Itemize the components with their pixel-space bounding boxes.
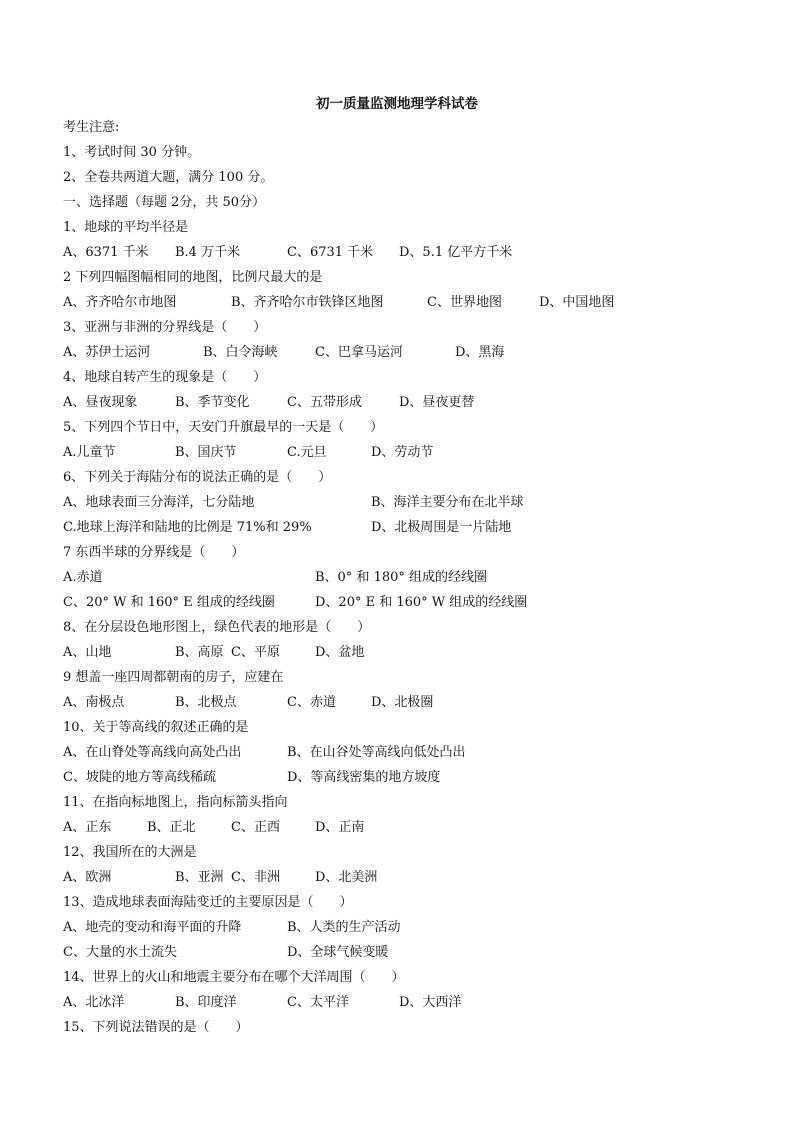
question-6-option-d: D、北极周围是一片陆地 — [371, 520, 512, 535]
question-11-option-a: A、正东 — [63, 820, 112, 835]
question-3-option-d: D、黑海 — [455, 345, 505, 360]
question-3-options — [63, 340, 743, 365]
question-6-options — [63, 490, 743, 515]
question-6-option-c: C.地球上海洋和陆地的比例是 71%和 29% — [63, 520, 312, 535]
question-13-stem: 13、造成地球表面海陆变迁的主要原因是（ ） — [63, 895, 353, 910]
question-3-option-b: B、白令海峡 — [203, 345, 278, 360]
question-7-stem: 7 东西半球的分界线是（ ） — [63, 545, 245, 560]
question-4-stem: 4、地球自转产生的现象是（ ） — [63, 370, 267, 385]
question-2-option-b: B、齐齐哈尔市铁锋区地图 — [231, 295, 384, 310]
question-2-stem: 2 下列四幅图幅相同的地图，比例尺最大的是 — [63, 270, 323, 285]
question-11-stem: 11、在指向标地图上，指向标箭头指向 — [63, 795, 288, 810]
question-12-option-c: C、非洲 — [231, 870, 280, 885]
question-2-options — [63, 290, 743, 315]
question-6-option-a: A、地球表面三分海洋，七分陆地 — [63, 495, 255, 510]
question-3-option-c: C、巴拿马运河 — [315, 345, 403, 360]
question-13-option-c: C、大量的水土流失 — [63, 945, 177, 960]
question-11-option-d: D、正南 — [315, 820, 365, 835]
question-1-option-c: C、6731 千米 — [287, 245, 374, 260]
question-10-option-d: D、等高线密集的地方坡度 — [287, 770, 441, 785]
question-14-option-b: B、印度洋 — [175, 995, 237, 1010]
question-7-option-c: C、20° W 和 160° E 组成的经线圈 — [63, 595, 275, 610]
question-1-stem: 1、地球的平均半径是 — [63, 220, 189, 235]
question-9-stem: 9 想盖一座四周都朝南的房子，应建在 — [63, 670, 284, 685]
question-14-option-d: D、大西洋 — [399, 995, 462, 1010]
question-5-options — [63, 440, 743, 465]
question-14-options — [63, 990, 743, 1015]
question-7-option-d: D、20° E 和 160° W 组成的经线圈 — [315, 595, 528, 610]
notice-item-1: 1、考试时间 30 分钟。 — [63, 145, 201, 160]
notice-item-2: 2、全卷共两道大题，满分 100 分。 — [63, 170, 274, 185]
question-4-option-b: B、季节变化 — [175, 395, 250, 410]
exam-content — [63, 115, 743, 1040]
question-13-option-d: D、全球气候变暖 — [287, 945, 389, 960]
question-9-option-b: B、北极点 — [175, 695, 237, 710]
question-4-option-a: A、昼夜现象 — [63, 395, 138, 410]
question-13-options — [63, 940, 743, 965]
question-7-option-a: A.赤道 — [63, 570, 103, 585]
notice-heading: 考生注意: — [63, 120, 120, 135]
question-5-option-a: A.儿童节 — [63, 445, 116, 460]
question-5-stem: 5、下列四个节日中，天安门升旗最早的一天是（ ） — [63, 420, 384, 435]
question-8-option-c: C、平原 — [231, 645, 280, 660]
question-1-option-a: A、6371 千米 — [63, 245, 149, 260]
question-7-options — [63, 590, 743, 615]
question-8-options — [63, 640, 743, 665]
question-11-options — [63, 815, 743, 840]
question-13-option-a: A、地壳的变动和海平面的升降 — [63, 920, 242, 935]
question-13-option-b: B、人类的生产活动 — [287, 920, 401, 935]
question-10-stem: 10、关于等高线的叙述正确的是 — [63, 720, 249, 735]
question-9-option-a: A、南极点 — [63, 695, 125, 710]
question-14-option-a: A、北冰洋 — [63, 995, 125, 1010]
question-6-option-b: B、海洋主要分布在北半球 — [371, 495, 524, 510]
question-4-options — [63, 390, 743, 415]
question-15-stem: 15、下列说法错误的是（ ） — [63, 1020, 249, 1035]
question-2-option-c: C、世界地图 — [427, 295, 502, 310]
question-1-option-b: B.4 万千米 — [175, 245, 241, 260]
question-8-option-b: B、高原 — [175, 645, 224, 660]
question-2-option-a: A、齐齐哈尔市地图 — [63, 295, 177, 310]
question-12-options — [63, 865, 743, 890]
question-12-option-a: A、欧洲 — [63, 870, 112, 885]
question-10-options — [63, 740, 743, 765]
question-5-option-b: B、国庆节 — [175, 445, 237, 460]
question-12-option-d: D、北美洲 — [315, 870, 378, 885]
question-10-option-b: B、在山谷处等高线向低处凸出 — [287, 745, 466, 760]
question-5-option-d: D、劳动节 — [371, 445, 434, 460]
question-7-options — [63, 565, 743, 590]
question-6-stem: 6、下列关于海陆分布的说法正确的是（ ） — [63, 470, 332, 485]
question-5-option-c: C.元旦 — [287, 445, 327, 460]
question-14-stem: 14、世界上的火山和地震主要分布在哪个大洋周围（ ） — [63, 970, 405, 985]
question-2-option-d: D、中国地图 — [539, 295, 615, 310]
question-14-option-c: C、太平洋 — [287, 995, 349, 1010]
question-10-option-c: C、坡陡的地方等高线稀疏 — [63, 770, 216, 785]
question-9-options — [63, 690, 743, 715]
question-11-option-c: C、正西 — [231, 820, 280, 835]
question-11-option-b: B、正北 — [147, 820, 196, 835]
exam-title: 初一质量监测地理学科试卷 — [316, 96, 478, 112]
question-9-option-d: D、北极圈 — [371, 695, 434, 710]
question-12-option-b: B、亚洲 — [175, 870, 224, 885]
question-9-option-c: C、赤道 — [287, 695, 336, 710]
question-7-option-b: B、0° 和 180° 组成的经线圈 — [315, 570, 488, 585]
question-13-options — [63, 915, 743, 940]
question-8-option-d: D、盆地 — [315, 645, 365, 660]
question-10-options — [63, 765, 743, 790]
question-6-options — [63, 515, 743, 540]
question-8-option-a: A、山地 — [63, 645, 112, 660]
question-8-stem: 8、在分层设色地形图上，绿色代表的地形是（ ） — [63, 620, 371, 635]
question-1-options — [63, 240, 743, 265]
question-4-option-c: C、五带形成 — [287, 395, 362, 410]
question-4-option-d: D、昼夜更替 — [399, 395, 475, 410]
question-3-option-a: A、苏伊士运河 — [63, 345, 151, 360]
question-3-stem: 3、亚洲与非洲的分界线是（ ） — [63, 320, 267, 335]
question-10-option-a: A、在山脊处等高线向高处凸出 — [63, 745, 242, 760]
question-12-stem: 12、我国所在的大洲是 — [63, 845, 197, 860]
section-heading: 一、选择题（每题 2分，共 50分） — [63, 195, 266, 210]
question-1-option-d: D、5.1 亿平方千米 — [399, 245, 513, 260]
